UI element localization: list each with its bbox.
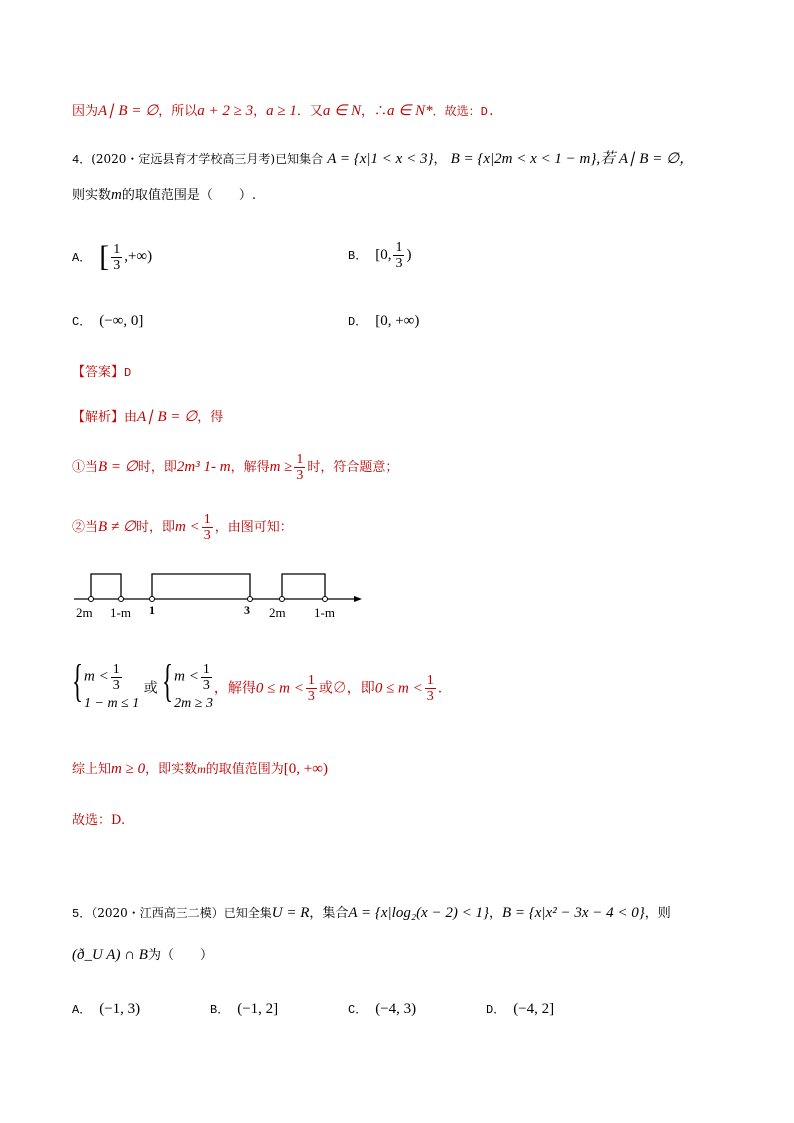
case1-math-2: 2m³ 1- m xyxy=(176,459,231,475)
summary-text-3: 的取值范围为 xyxy=(205,762,284,777)
system1-row2: 1 − m ≤ 1 xyxy=(84,696,140,711)
system-2: { m < $\frac{1}{3}$ 2m ≥ 3 xyxy=(162,662,214,715)
q5-text-2: ， xyxy=(488,906,502,921)
intro-math-2: a + 2 ≥ 3 xyxy=(197,103,254,119)
summary-math-2: m xyxy=(197,762,206,776)
option-a-label: A． xyxy=(72,250,92,265)
q5-text-3: ，则 xyxy=(644,906,671,921)
summary-math-1: m ≥ 0 xyxy=(111,761,146,777)
systems-fraction-1: $\frac{1}{3}$ xyxy=(307,673,315,704)
case1-text-2: 时，即 xyxy=(137,460,177,475)
q4-option-c[interactable] xyxy=(72,312,143,330)
intro-text-2: ，所以 xyxy=(158,104,198,119)
analysis-line xyxy=(72,408,223,427)
q4-line2-m: m xyxy=(111,187,122,203)
q5-line2-text: 为（ ） xyxy=(147,948,213,963)
q4-option-a[interactable]: A． [ $\frac{1}{3}$ ,+∞) xyxy=(72,240,153,273)
systems-text-2: 或∅，即 xyxy=(318,680,375,697)
q5-option-b-value: (−1, 2] xyxy=(237,1001,279,1017)
analysis-math-1: A∣ B = ∅ xyxy=(137,409,198,425)
case2-line xyxy=(72,512,293,543)
case1-text-1: ①当 xyxy=(72,460,99,475)
analysis-text-2: ，得 xyxy=(197,410,224,425)
q5-line-1 xyxy=(72,904,671,923)
analysis-text-1: 由 xyxy=(124,410,138,425)
q5-math-2: A = {x|log₂(x − 2) < 1} xyxy=(348,905,489,921)
q5-line2-math: (ð_U A) ∩ B xyxy=(72,947,148,963)
q4-option-b[interactable] xyxy=(348,240,411,271)
arrow-icon xyxy=(354,596,362,602)
interval-box-1 xyxy=(91,574,121,599)
summary-text-2: ，即实数 xyxy=(145,762,198,777)
q4-line-2 xyxy=(72,186,256,205)
intro-math-4: a ∈ N xyxy=(322,103,361,119)
q5-math-1: U = R xyxy=(271,905,310,921)
system2-row1: m < xyxy=(174,668,199,685)
option-a-fraction: $\frac{1}{3}$ xyxy=(113,241,121,273)
label-2m-right: 2m xyxy=(269,605,286,620)
q4-line2-text-b: 的取值范围是（ ）. xyxy=(121,188,256,203)
summary-math-3: [0, +∞) xyxy=(283,761,328,777)
label-2m-left: 2m xyxy=(76,605,93,620)
summary-text-1: 综上知 xyxy=(72,762,112,777)
case1-math-1: B = ∅ xyxy=(98,459,138,475)
option-d-label: D． xyxy=(348,315,368,329)
analysis-tag: 【解析】 xyxy=(72,410,125,425)
answer-line xyxy=(72,364,131,382)
q4-number: 4． xyxy=(72,153,92,167)
case2-math-1: B ≠ ∅ xyxy=(98,519,136,535)
intro-line xyxy=(72,102,495,121)
point-2m-right xyxy=(280,597,285,602)
intro-text-3: ， xyxy=(253,104,267,119)
q5-option-c[interactable] xyxy=(348,1000,416,1018)
q5-text-1: ，集合 xyxy=(309,906,349,921)
q5-option-b[interactable] xyxy=(210,1000,278,1018)
case2-fraction: $\frac{1}{3}$ xyxy=(203,512,211,543)
option-a-tail: ,+∞) xyxy=(124,248,153,265)
case2-text-1: ②当 xyxy=(72,520,99,535)
label-1: 1 xyxy=(149,603,155,617)
summary-line xyxy=(72,760,328,779)
intro-text-6: ．故选：D. xyxy=(432,105,495,119)
system-1: { m < $\frac{1}{3}$ 1 − m ≤ 1 xyxy=(72,662,139,715)
label-1-m-left: 1-m xyxy=(110,605,131,620)
case2-math-2: m < xyxy=(175,519,200,535)
point-1-m-right xyxy=(323,597,328,602)
q5-option-c-value: (−4, 3) xyxy=(375,1001,417,1017)
q5-option-d-value: (−4, 2] xyxy=(513,1001,555,1017)
systems-or: 或 xyxy=(143,680,158,697)
option-c-label: C． xyxy=(72,315,92,329)
case2-text-2: 时，即 xyxy=(135,520,175,535)
q4-set-b: B = {x|2m < x < 1 − m} xyxy=(450,151,597,167)
point-2m-left xyxy=(89,597,94,602)
label-1-m-right: 1-m xyxy=(314,605,335,620)
systems-line xyxy=(72,655,443,715)
system2-row2: 2m ≥ 3 xyxy=(174,696,213,711)
systems-fraction-2: $\frac{1}{3}$ xyxy=(426,673,434,704)
q4-set-a: A = {x|1 < x < 3} xyxy=(327,151,434,167)
systems-text-1: ，解得 xyxy=(213,680,256,697)
intro-text-1: 因为 xyxy=(72,104,99,119)
option-b-label: B． xyxy=(348,249,368,263)
option-d-value: [0, +∞) xyxy=(375,313,420,329)
label-3: 3 xyxy=(244,603,250,617)
q5-option-d[interactable] xyxy=(486,1000,554,1018)
option-b-fraction: $\frac{1}{3}$ xyxy=(395,240,403,271)
case1-math-3: m ≥ xyxy=(269,459,293,475)
q5-option-c-label: C． xyxy=(348,1003,368,1017)
interval-box-2 xyxy=(152,574,250,599)
option-b-head: [0, xyxy=(375,247,392,263)
systems-math-2: 0 ≤ m < xyxy=(374,680,423,697)
case1-line xyxy=(72,452,398,483)
intro-math-3: a ≥ 1 xyxy=(266,103,297,119)
interval-box-3 xyxy=(282,574,325,599)
q5-option-b-label: B． xyxy=(210,1003,230,1017)
q5-source: （2020・江西高三二模）已知全集 xyxy=(91,906,272,920)
case1-text-4: 时，符合题意； xyxy=(307,460,399,475)
q5-option-d-label: D． xyxy=(486,1003,506,1017)
intro-math-1: A∣ B = ∅ xyxy=(98,103,159,119)
point-3 xyxy=(248,597,253,602)
q4-source: (2020・定远县育才学校高三月考)已知集合 xyxy=(91,152,324,166)
case1-fraction: $\frac{1}{3}$ xyxy=(296,452,304,483)
point-1-m-left xyxy=(119,597,124,602)
q4-line-1 xyxy=(72,150,694,169)
q5-line-2 xyxy=(72,946,213,965)
answer-tag: 【答案】 xyxy=(72,365,125,380)
systems-math-1: 0 ≤ m < xyxy=(255,680,304,697)
q5-option-a-label: A． xyxy=(72,1003,92,1017)
q5-math-3: B = {x|x² − 3x − 4 < 0} xyxy=(501,905,645,921)
intro-text-4: ．又 xyxy=(296,104,323,119)
choose-line xyxy=(72,812,125,830)
q5-number: 5． xyxy=(72,907,92,921)
systems-text-3: . xyxy=(437,680,443,697)
q4-comma: ， xyxy=(433,152,447,167)
option-c-value: (−∞, 0] xyxy=(99,313,144,329)
intro-text-5: ，∴ xyxy=(361,104,388,119)
case2-text-3: ，由图可知： xyxy=(214,520,293,535)
choose-text: 故选：D. xyxy=(72,813,126,828)
case1-text-3: ，解得 xyxy=(230,460,270,475)
intro-math-5: a ∈ N* xyxy=(387,103,433,119)
q4-condition: ,若 A∣ B = ∅， xyxy=(596,151,695,167)
q5-option-a-value: (−1, 3) xyxy=(99,1001,141,1017)
answer-value: D xyxy=(124,366,132,380)
number-line-figure xyxy=(70,566,370,622)
q4-option-d[interactable] xyxy=(348,312,419,330)
option-b-tail: ) xyxy=(406,247,412,263)
q4-line2-text-a: 则实数 xyxy=(72,188,112,203)
point-1 xyxy=(150,597,155,602)
system1-row1: m < xyxy=(84,668,109,685)
q5-option-a[interactable] xyxy=(72,1000,140,1018)
